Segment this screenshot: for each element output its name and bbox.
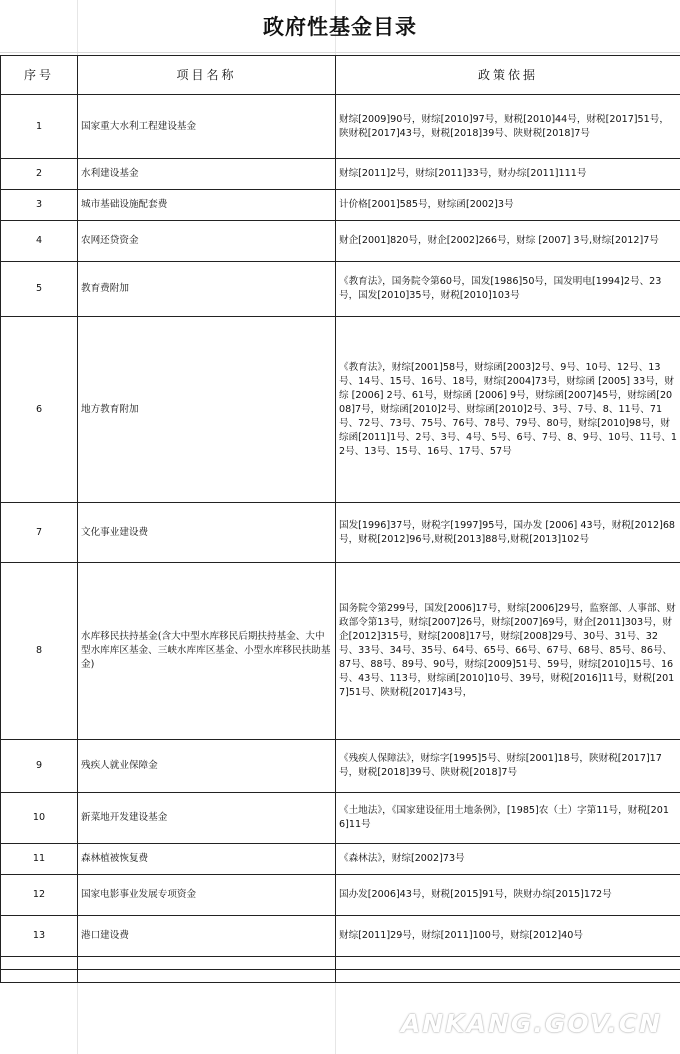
- table-row: [1, 844, 680, 875]
- policy-basis: 《森林法》，财综[2002]73号: [336, 844, 680, 875]
- project-name: 文化事业建设费: [78, 503, 336, 563]
- project-name: 残疾人就业保障金: [78, 740, 336, 793]
- policy-basis: 国发[1996]37号，财税字[1997]95号，国办发 [2006] 43号，财税[2012]68号，财税[2012]96号,财税[2013]88号,财税[2013]102号: [336, 503, 680, 563]
- empty-sheet-row: [1, 970, 680, 983]
- project-name: 水利建设基金: [78, 159, 336, 190]
- table-row: [1, 563, 680, 740]
- row-number: 9: [1, 740, 78, 793]
- policy-basis: 国务院令第299号，国发[2006]17号，财综[2006]29号，监察部、人事部、财政部令第13号，财综[2007]26号，财综[2007]69号，财企[2011]303号，财企[2012]315号，财综[2008]17号，财综[2008]29号、30号、31号、32号、33号、34号、35号、64号、65号、66号、67号、68号、85号、86号、87号、88号、89号、90号，财综[2009]51号、59号，财综[2010]15号、16号、43号、113号，财综函[2010]10号、39号，财税[2016]11号，财税[2017]51号、陕财税[2017]43号，: [336, 563, 680, 740]
- project-name: 地方教育附加: [78, 317, 336, 503]
- table-row: [1, 221, 680, 262]
- row-number: 11: [1, 844, 78, 875]
- column-header-name: 项目名称: [78, 56, 336, 95]
- table-row: [1, 95, 680, 159]
- row-number: 6: [1, 317, 78, 503]
- policy-basis: 计价格[2001]585号，财综函[2002]3号: [336, 190, 680, 221]
- project-name: 港口建设费: [78, 916, 336, 957]
- row-number: 8: [1, 563, 78, 740]
- table-row: [1, 875, 680, 916]
- empty-sheet-row: [1, 957, 680, 970]
- fund-table: [0, 55, 680, 983]
- project-name: 教育费附加: [78, 262, 336, 317]
- row-number: 10: [1, 793, 78, 844]
- row-number: 4: [1, 221, 78, 262]
- table-row: [1, 159, 680, 190]
- column-header-basis: 政策依据: [336, 56, 680, 95]
- table-row: [1, 740, 680, 793]
- policy-basis: 《教育法》，国务院令第60号，国发[1986]50号，国发明电[1994]2号、23号，国发[2010]35号，财税[2010]103号: [336, 262, 680, 317]
- row-number: 13: [1, 916, 78, 957]
- policy-basis: 财综[2009]90号，财综[2010]97号，财税[2010]44号，财税[2017]51号，陕财税[2017]43号，财税[2018]39号、陕财税[2018]7号: [336, 95, 680, 159]
- row-number: 3: [1, 190, 78, 221]
- row-number: 1: [1, 95, 78, 159]
- policy-basis: 《残疾人保障法》，财综字[1995]5号、财综[2001]18号，陕财税[2017]17号，财税[2018]39号、陕财税[2018]7号: [336, 740, 680, 793]
- row-number: 7: [1, 503, 78, 563]
- policy-basis: 国办发[2006]43号，财税[2015]91号，陕财办综[2015]172号: [336, 875, 680, 916]
- project-name: 国家电影事业发展专项资金: [78, 875, 336, 916]
- project-name: 城市基础设施配套费: [78, 190, 336, 221]
- project-name: 水库移民扶持基金(含大中型水库移民后期扶持基金、大中型水库库区基金、三峡水库库区基金、小型水库移民扶助基金): [78, 563, 336, 740]
- policy-basis: 财企[2001]820号，财企[2002]266号，财综 [2007] 3号,财综[2012]7号: [336, 221, 680, 262]
- table-header-row: [1, 56, 680, 95]
- page-title: 政府性基金目录: [0, 0, 680, 53]
- policy-basis: 《土地法》，《国家建设征用土地条例》，[1985]农（土）字第11号，财税[2016]11号: [336, 793, 680, 844]
- project-name: 森林植被恢复费: [78, 844, 336, 875]
- policy-basis: 财综[2011]2号，财综[2011]33号，财办综[2011]111号: [336, 159, 680, 190]
- table-row: [1, 190, 680, 221]
- project-name: 新菜地开发建设基金: [78, 793, 336, 844]
- table-row: [1, 503, 680, 563]
- project-name: 国家重大水利工程建设基金: [78, 95, 336, 159]
- row-number: 5: [1, 262, 78, 317]
- watermark: ANKANG.GOV.CN: [400, 1009, 662, 1038]
- policy-basis: 财综[2011]29号，财综[2011]100号，财综[2012]40号: [336, 916, 680, 957]
- row-number: 2: [1, 159, 78, 190]
- table-row: [1, 793, 680, 844]
- row-number: 12: [1, 875, 78, 916]
- policy-basis: 《教育法》，财综[2001]58号，财综函[2003]2号、9号、10号、12号、13号、14号、15号、16号、18号，财综[2004]73号，财综函 [2005] 33号，财综 [2006] 2号、61号，财综函 [2006] 9号，财综函[2007]45号，财综函[2008]7号，财综函[2010]2号、财综函[2010]2号、3号、7号、8、11号、71号、72号、73号、75号、76号、78号、79号、80号，财综[2010]98号，财综函[2011]1号、2号、3号、4号、5号、6号、7号、8、9号、10号、11号、12号、13号、15号、16号、17号、57号: [336, 317, 680, 503]
- table-row: [1, 916, 680, 957]
- table-row: [1, 317, 680, 503]
- project-name: 农网还贷资金: [78, 221, 336, 262]
- column-header-no: 序号: [1, 56, 78, 95]
- table-row: [1, 262, 680, 317]
